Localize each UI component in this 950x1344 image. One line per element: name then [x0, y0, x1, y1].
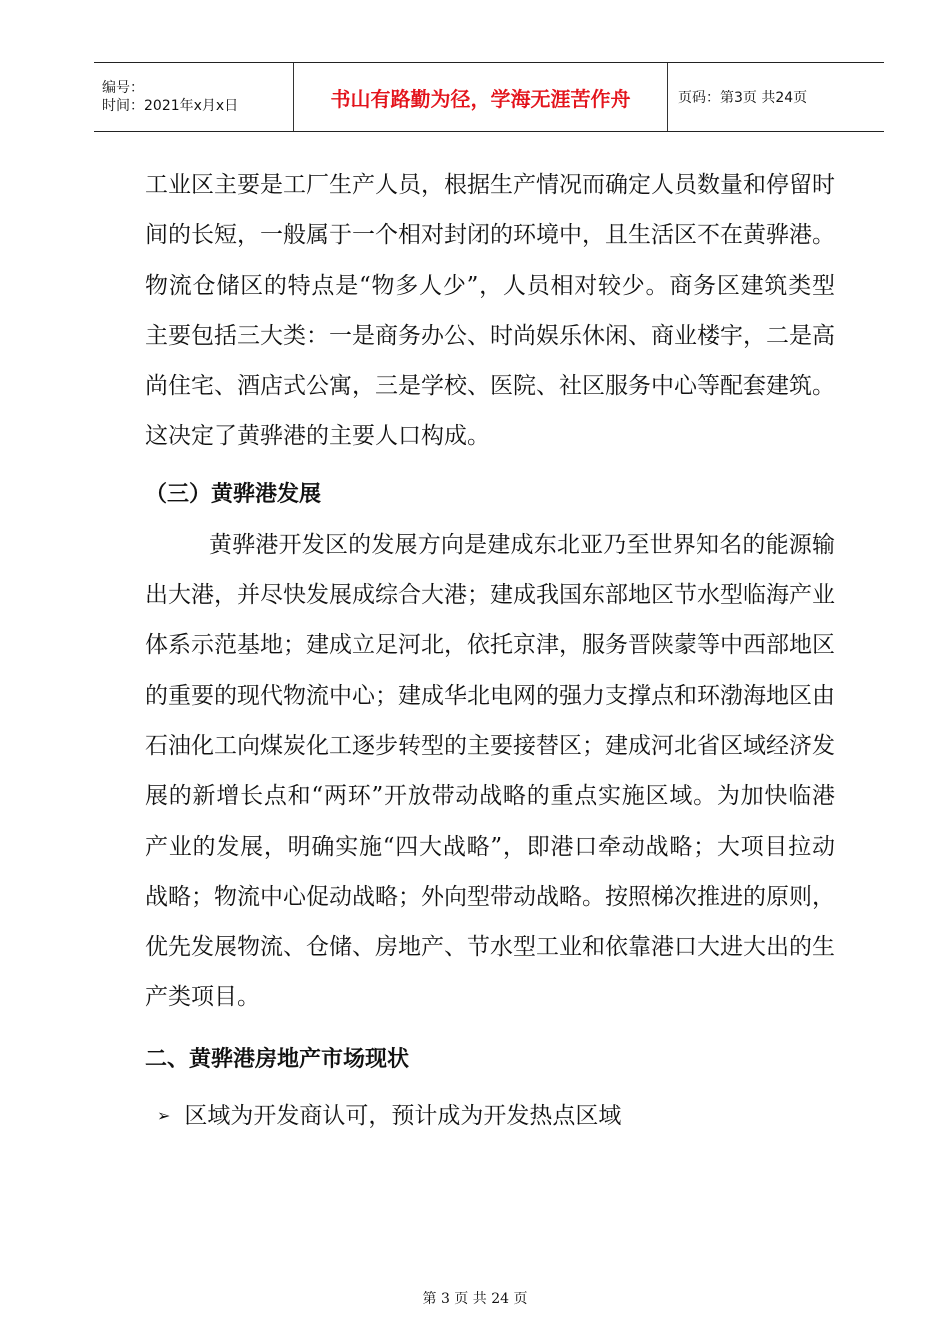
- header-meta: [94, 63, 294, 131]
- document-body: [145, 160, 835, 1141]
- document-time-label: 时间：2021年x月x日: [102, 98, 239, 114]
- section-heading: 二、黄骅港房地产市场现状: [145, 1046, 410, 1072]
- section-subheading: （三）黄骅港发展: [145, 481, 322, 507]
- bullet-item: [157, 1091, 835, 1141]
- bullet-text: 区域为开发商认可，预计成为开发热点区域: [184, 1102, 622, 1129]
- header-motto: 书山有路勤为径，学海无涯苦作舟: [294, 63, 668, 131]
- header-page-info: 页码：第3页 共24页: [678, 90, 808, 106]
- body-paragraph: 黄骅港开发区的发展方向是建成东北亚乃至世界知名的能源输出大港，并尽快发展成综合大港；建成我国东部地区节水型临海产业体系示范基地；建成立足河北，依托京津，服务晋陕蒙等中西部地区的重要的现代物流中心；建成华北电网的强力支撑点和环渤海地区由石油化工向煤炭化工逐步转型的主要接替区；建成河北省区域经济发展的新增长点和“两环”开放带动战略的重点实施区域。为加快临港产业的发展，明确实施“四大战略”，即港口牵动战略；大项目拉动战略；物流中心促动战略；外向型带动战略。按照梯次推进的原则，优先发展物流、仓储、房地产、节水型工业和依靠港口大进大出的生产类项目。: [145, 531, 835, 1011]
- page-footer: 第 3 页 共 24 页: [422, 1291, 528, 1307]
- document-number-label: 编号：: [102, 80, 144, 96]
- body-paragraph: 工业区主要是工厂生产人员，根据生产情况而确定人员数量和停留时间的长短，一般属于一个相对封闭的环境中，且生活区不在黄骅港。物流仓储区的特点是“物多人少”，人员相对较少。商务区建筑类型主要包括三大类：一是商务办公、时尚娱乐休闲、商业楼宇，二是高尚住宅、酒店式公寓，三是学校、医院、社区服务中心等配套建筑。这决定了黄骅港的主要人口构成。: [145, 172, 835, 450]
- page-header: [94, 62, 884, 132]
- arrow-bullet-icon: ➢: [157, 1105, 171, 1125]
